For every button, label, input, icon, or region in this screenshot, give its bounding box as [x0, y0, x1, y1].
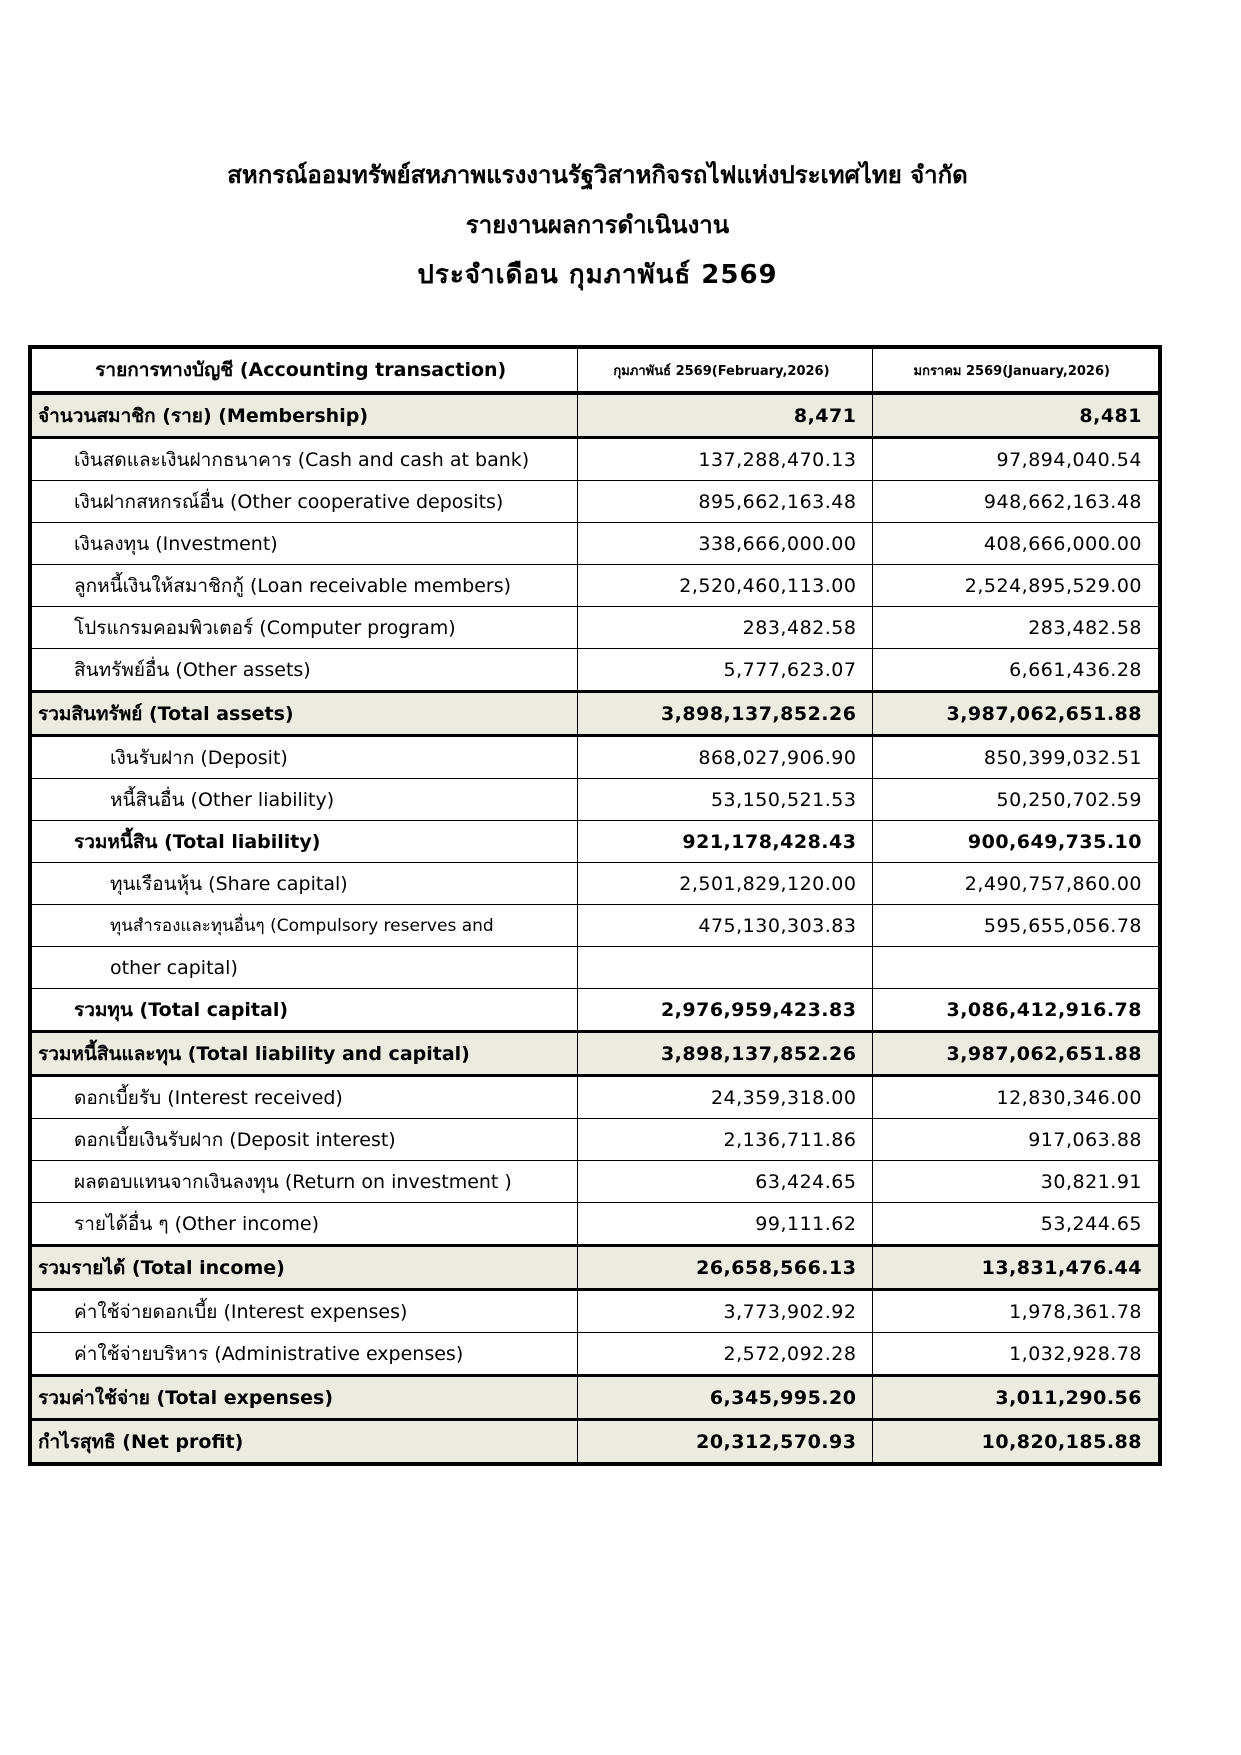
row-previous: 3,086,412,916.78 — [873, 989, 1160, 1032]
row-current: 3,773,902.92 — [578, 1290, 873, 1333]
row-previous: 3,987,062,651.88 — [873, 1032, 1160, 1076]
row-share-capital — [30, 863, 1160, 905]
row-previous: 2,524,895,529.00 — [873, 565, 1160, 607]
row-total-income — [30, 1246, 1160, 1290]
financial-report-table — [28, 345, 1162, 1466]
row-current: 53,150,521.53 — [578, 779, 873, 821]
row-other-income — [30, 1203, 1160, 1246]
row-label: สินทรัพย์อื่น (Other assets) — [30, 649, 578, 692]
row-membership — [30, 393, 1160, 438]
row-current: 2,976,959,423.83 — [578, 989, 873, 1032]
row-total-liability-and-capital — [30, 1032, 1160, 1076]
report-title: รายงานผลการดำเนินงาน — [465, 211, 730, 239]
row-current: 63,424.65 — [578, 1161, 873, 1203]
row-net-profit — [30, 1420, 1160, 1465]
row-current: 2,136,711.86 — [578, 1119, 873, 1161]
row-label: หนี้สินอื่น (Other liability) — [30, 779, 578, 821]
row-label: โปรแกรมคอมพิวเตอร์ (Computer program) — [30, 607, 578, 649]
row-investment — [30, 523, 1160, 565]
row-label: รวมหนี้สินและทุน (Total liability and capital) — [30, 1032, 578, 1076]
report-header — [0, 150, 1195, 300]
row-computer-program — [30, 607, 1160, 649]
row-current: 2,501,829,120.00 — [578, 863, 873, 905]
row-current: 895,662,163.48 — [578, 481, 873, 523]
row-current: 2,520,460,113.00 — [578, 565, 873, 607]
row-current: 6,345,995.20 — [578, 1376, 873, 1420]
row-label: ดอกเบี้ยเงินรับฝาก (Deposit interest) — [30, 1119, 578, 1161]
row-previous: 900,649,735.10 — [873, 821, 1160, 863]
row-label: รวมค่าใช้จ่าย (Total expenses) — [30, 1376, 578, 1420]
row-previous: 595,655,056.78 — [873, 905, 1160, 947]
row-administrative-expenses — [30, 1333, 1160, 1376]
organization-name: สหกรณ์ออมทรัพย์สหภาพแรงงานรัฐวิสาหกิจรถไฟแห่งประเทศไทย จำกัด — [227, 161, 968, 189]
row-current: 137,288,470.13 — [578, 438, 873, 481]
row-previous: 12,830,346.00 — [873, 1076, 1160, 1119]
row-current: 26,658,566.13 — [578, 1246, 873, 1290]
row-previous: 13,831,476.44 — [873, 1246, 1160, 1290]
row-total-assets — [30, 692, 1160, 736]
row-label: ผลตอบแทนจากเงินลงทุน (Return on investment ) — [30, 1161, 578, 1203]
row-interest-received — [30, 1076, 1160, 1119]
row-label: เงินฝากสหกรณ์อื่น (Other cooperative deposits) — [30, 481, 578, 523]
row-label: ลูกหนี้เงินให้สมาชิกกู้ (Loan receivable members) — [30, 565, 578, 607]
row-previous — [873, 947, 1160, 989]
row-reserves — [30, 905, 1160, 947]
row-reserves-continued — [30, 947, 1160, 989]
row-current: 3,898,137,852.26 — [578, 692, 873, 736]
row-current: 5,777,623.07 — [578, 649, 873, 692]
report-period: ประจำเดือน กุมภาพันธ์ 2569 — [417, 260, 778, 290]
row-previous: 408,666,000.00 — [873, 523, 1160, 565]
header-item: รายการทางบัญชี (Accounting transaction) — [30, 347, 578, 393]
row-label: other capital) — [30, 947, 578, 989]
row-deposit — [30, 736, 1160, 779]
row-other-coop-deposits — [30, 481, 1160, 523]
row-deposit-interest — [30, 1119, 1160, 1161]
row-label: รวมทุน (Total capital) — [30, 989, 578, 1032]
row-current: 99,111.62 — [578, 1203, 873, 1246]
table-header-row — [30, 347, 1160, 393]
row-previous: 6,661,436.28 — [873, 649, 1160, 692]
row-previous: 97,894,040.54 — [873, 438, 1160, 481]
row-previous: 917,063.88 — [873, 1119, 1160, 1161]
row-label: รวมรายได้ (Total income) — [30, 1246, 578, 1290]
row-current: 2,572,092.28 — [578, 1333, 873, 1376]
row-label: จำนวนสมาชิก (ราย) (Membership) — [30, 393, 578, 438]
row-previous: 8,481 — [873, 393, 1160, 438]
row-previous: 53,244.65 — [873, 1203, 1160, 1246]
header-current-month: กุมภาพันธ์ 2569(February,2026) — [578, 347, 873, 393]
row-label: เงินรับฝาก (Deposit) — [30, 736, 578, 779]
row-previous: 10,820,185.88 — [873, 1420, 1160, 1465]
row-previous: 283,482.58 — [873, 607, 1160, 649]
row-interest-expenses — [30, 1290, 1160, 1333]
row-previous: 948,662,163.48 — [873, 481, 1160, 523]
row-current: 283,482.58 — [578, 607, 873, 649]
row-current: 20,312,570.93 — [578, 1420, 873, 1465]
row-previous: 1,978,361.78 — [873, 1290, 1160, 1333]
row-current: 921,178,428.43 — [578, 821, 873, 863]
row-label: รายได้อื่น ๆ (Other income) — [30, 1203, 578, 1246]
row-current: 338,666,000.00 — [578, 523, 873, 565]
row-previous: 3,011,290.56 — [873, 1376, 1160, 1420]
row-previous: 50,250,702.59 — [873, 779, 1160, 821]
row-label: กำไรสุทธิ (Net profit) — [30, 1420, 578, 1465]
row-label: รวมหนี้สิน (Total liability) — [30, 821, 578, 863]
row-current: 475,130,303.83 — [578, 905, 873, 947]
row-label: รวมสินทรัพย์ (Total assets) — [30, 692, 578, 736]
row-label: ทุนสำรองและทุนอื่นๆ (Compulsory reserves and — [30, 905, 578, 947]
row-current: 868,027,906.90 — [578, 736, 873, 779]
row-label: ค่าใช้จ่ายบริหาร (Administrative expenses) — [30, 1333, 578, 1376]
row-current: 8,471 — [578, 393, 873, 438]
row-current: 24,359,318.00 — [578, 1076, 873, 1119]
row-other-liability — [30, 779, 1160, 821]
row-label: ค่าใช้จ่ายดอกเบี้ย (Interest expenses) — [30, 1290, 578, 1333]
row-previous: 30,821.91 — [873, 1161, 1160, 1203]
row-total-capital — [30, 989, 1160, 1032]
row-cash — [30, 438, 1160, 481]
row-previous: 3,987,062,651.88 — [873, 692, 1160, 736]
row-label: เงินสดและเงินฝากธนาคาร (Cash and cash at bank) — [30, 438, 578, 481]
row-total-expenses — [30, 1376, 1160, 1420]
row-current: 3,898,137,852.26 — [578, 1032, 873, 1076]
row-previous: 850,399,032.51 — [873, 736, 1160, 779]
row-loan-receivable — [30, 565, 1160, 607]
row-label: ดอกเบี้ยรับ (Interest received) — [30, 1076, 578, 1119]
row-total-liability — [30, 821, 1160, 863]
row-current — [578, 947, 873, 989]
row-other-assets — [30, 649, 1160, 692]
header-previous-month: มกราคม 2569(January,2026) — [873, 347, 1160, 393]
row-previous: 2,490,757,860.00 — [873, 863, 1160, 905]
row-label: เงินลงทุน (Investment) — [30, 523, 578, 565]
row-label: ทุนเรือนหุ้น (Share capital) — [30, 863, 578, 905]
row-previous: 1,032,928.78 — [873, 1333, 1160, 1376]
row-return-on-investment — [30, 1161, 1160, 1203]
